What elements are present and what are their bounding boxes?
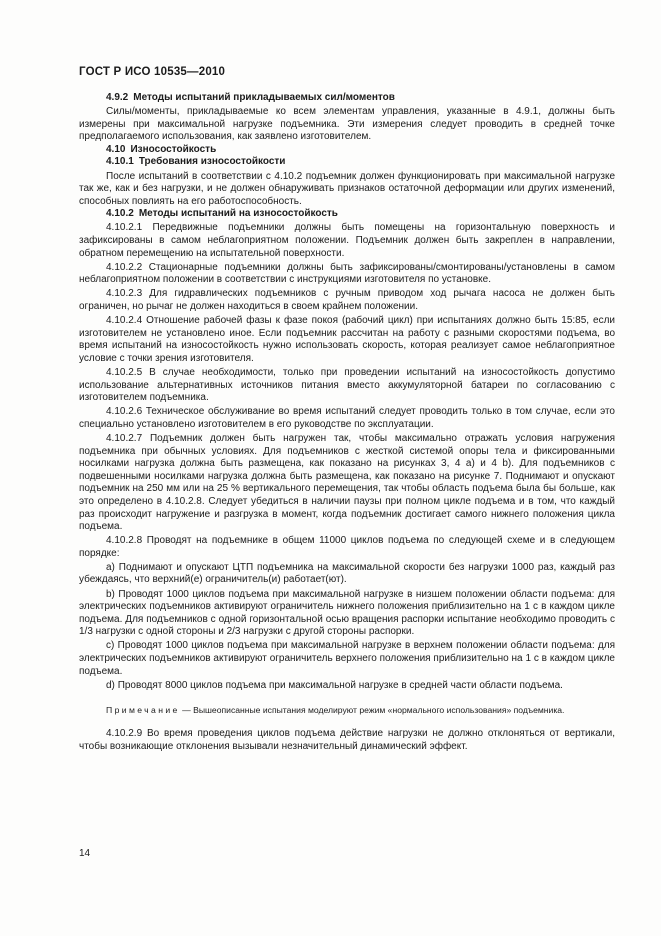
- section-number: 4.9.2: [106, 92, 129, 103]
- clause-text: Подъемник должен быть нагружен так, чтобы максимально отражать условия нагружения подъемника при обычных условиях. Для подъемников с жесткой системой опоры тела и фиксированными носилками нагрузка должна быть размещена, как показано на рисунках 3, 4 а) и 4 b). Для подъемников с подвешенными носилками нагрузка должна быть размещена, как показано на рисунке 7. Поднимают и опускают подъемник на 250 мм или на 25 % вертикального перемещения, так чтобы область подъема была бы больше, как это определено в 4.10.2.8. Следует убедиться в наличии паузы при полном цикле подъема и в том, что каждый раз происходит нагружение и разгрузка в момент, когда подъемник достигает самого нижнего положения цикла подъема.: [79, 432, 615, 533]
- section-heading: [79, 208, 615, 221]
- paragraph: Силы/моменты, прикладываемые ко всем элементам управления, указанные в 4.9.1, должны быть измерены при максимальной нагрузке подъемника. Эти измерения следует проводить в средней точке предполагаемого использования, как заявлено изготовителем.: [79, 106, 615, 143]
- paragraph: [79, 288, 615, 313]
- list-item-text: Проводят 1000 циклов подъема при максимальной нагрузке в низшем положении области подъема: для электрических подъемников активируют ограничитель нижнего положения приблизительно на 1 с в каждом цикле подъема. Для подъемников с одной горизонтальной осью вращения распорки испытание необходимо проводить с 1/3 нагрузки с одной стороны и 2/3 нагрузки с другой стороны распорки.: [79, 588, 616, 638]
- list-marker: a): [106, 561, 115, 573]
- page-number: 14: [79, 848, 91, 859]
- note-text: — Вышеописанные испытания моделируют режим «нормального использования» подъемника.: [182, 705, 565, 716]
- list-item-text: Проводят 1000 циклов подъема при максимальной нагрузке в верхнем положении области подъема: для электрических подъемников активируют ограничитель верхнего положения приблизительно на 1 с в каждом цикле подъема.: [79, 640, 616, 677]
- clause-text: Отношение рабочей фазы к фазе покоя (рабочий цикл) при испытаниях должно быть 15:85, если изготовителем не установлено иное. Если подъемник рассчитан на работу с разными скоростями подъема, во время испытаний на износостойкость нужно использовать скорость, которая реализует самое неблагоприятное условие с точки зрения изготовителя.: [79, 315, 616, 364]
- list-marker: b): [106, 588, 115, 600]
- clause-text: Для гидравлических подъемников с ручным приводом ход рычага насоса не должен быть ограничен, но рычаг не должен находиться в своем крайнем положении.: [79, 288, 615, 312]
- clause-text: Техническое обслуживание во время испытаний следует проводить только в том случае, если это специально установлено изготовителем в его руководстве по эксплуатации.: [79, 406, 615, 430]
- clause-number: 4.10.2.4: [106, 315, 143, 327]
- section-number: 4.10.1: [106, 156, 134, 168]
- section-title: Методы испытаний прикладываемых сил/моментов: [133, 92, 395, 103]
- clause-number: 4.10.2.6: [106, 406, 143, 418]
- clause-text: Передвижные подъемники должны быть помещены на горизонтальную поверхность и зафиксированы в самом неблагоприятном положении. Подъемник должен быть закреплен в направлении, обратном перемещению на испытательной поверхности.: [79, 222, 615, 259]
- list-item: [79, 640, 615, 678]
- list-item: [79, 562, 615, 587]
- clause-number: 4.10.2.9: [106, 728, 143, 740]
- paragraph: [79, 262, 615, 287]
- section-heading: [79, 92, 615, 105]
- paragraph: [79, 367, 615, 405]
- clause-text: Стационарные подъемники должны быть зафиксированы/смонтированы/установлены в самом неблагоприятном положении в соответствии с инструкциями изготовителя по установке.: [79, 261, 615, 286]
- list-item: [79, 589, 615, 639]
- clause-number: 4.10.2.5: [106, 366, 143, 378]
- paragraph: [79, 433, 615, 534]
- note: [79, 705, 615, 716]
- section-number: 4.10: [106, 143, 126, 155]
- paragraph: [79, 728, 615, 753]
- section-title: Требования износостойкости: [138, 156, 286, 168]
- clause-number: 4.10.2.2: [106, 261, 143, 273]
- paragraph: После испытаний в соответствии с 4.10.2 подъемник должен функционировать при максимальной нагрузке так же, как и без нагрузки, и не должен обнаруживать признаков остаточной деформации или других изменений, способных повлиять на его работоспособность.: [79, 170, 615, 207]
- clause-text: Во время проведения циклов подъема действие нагрузки не должно отклоняться от вертикали, чтобы возникающие отклонения вызывали незначительный динамический эффект.: [79, 728, 615, 752]
- list-item: [79, 680, 615, 693]
- clause-number: 4.10.2.8: [106, 535, 143, 547]
- section-heading: [79, 156, 615, 169]
- clause-number: 4.10.2.3: [106, 288, 143, 300]
- clause-number: 4.10.2.7: [106, 432, 143, 444]
- paragraph: [79, 406, 615, 431]
- list-marker: c): [106, 640, 115, 652]
- paragraph: [79, 535, 615, 560]
- section-title: Износостойкость: [130, 143, 217, 155]
- section-title: Методы испытаний на износостойкость: [138, 208, 338, 220]
- clause-text: Проводят на подъемнике в общем 11000 циклов подъема по следующей схеме и в следующем порядке:: [79, 535, 615, 559]
- list-item-text: Поднимают и опускают ЦТП подъемника на максимальной скорости без нагрузки 1000 раз, каждый раз убеждаясь, что верхний(е) ограничитель(и) работает(ют).: [79, 561, 615, 586]
- list-marker: d): [106, 679, 115, 691]
- note-label: Примечание: [106, 705, 180, 716]
- document-header: ГОСТ Р ИСО 10535—2010: [79, 66, 226, 78]
- paragraph: [79, 315, 615, 365]
- document-body: [79, 92, 615, 754]
- clause-text: В случае необходимости, только при проведении испытаний на износостойкость допустимо использование альтернативных источников питания вместо аккумуляторной батареи по согласованию с изготовителем подъемника.: [79, 366, 616, 404]
- clause-number: 4.10.2.1: [106, 222, 143, 234]
- section-number: 4.10.2: [106, 208, 134, 220]
- section-heading: [79, 144, 615, 157]
- list-item-text: Проводят 8000 циклов подъема при максимальной нагрузке в средней части области подъема.: [117, 679, 563, 691]
- paragraph: [79, 222, 615, 260]
